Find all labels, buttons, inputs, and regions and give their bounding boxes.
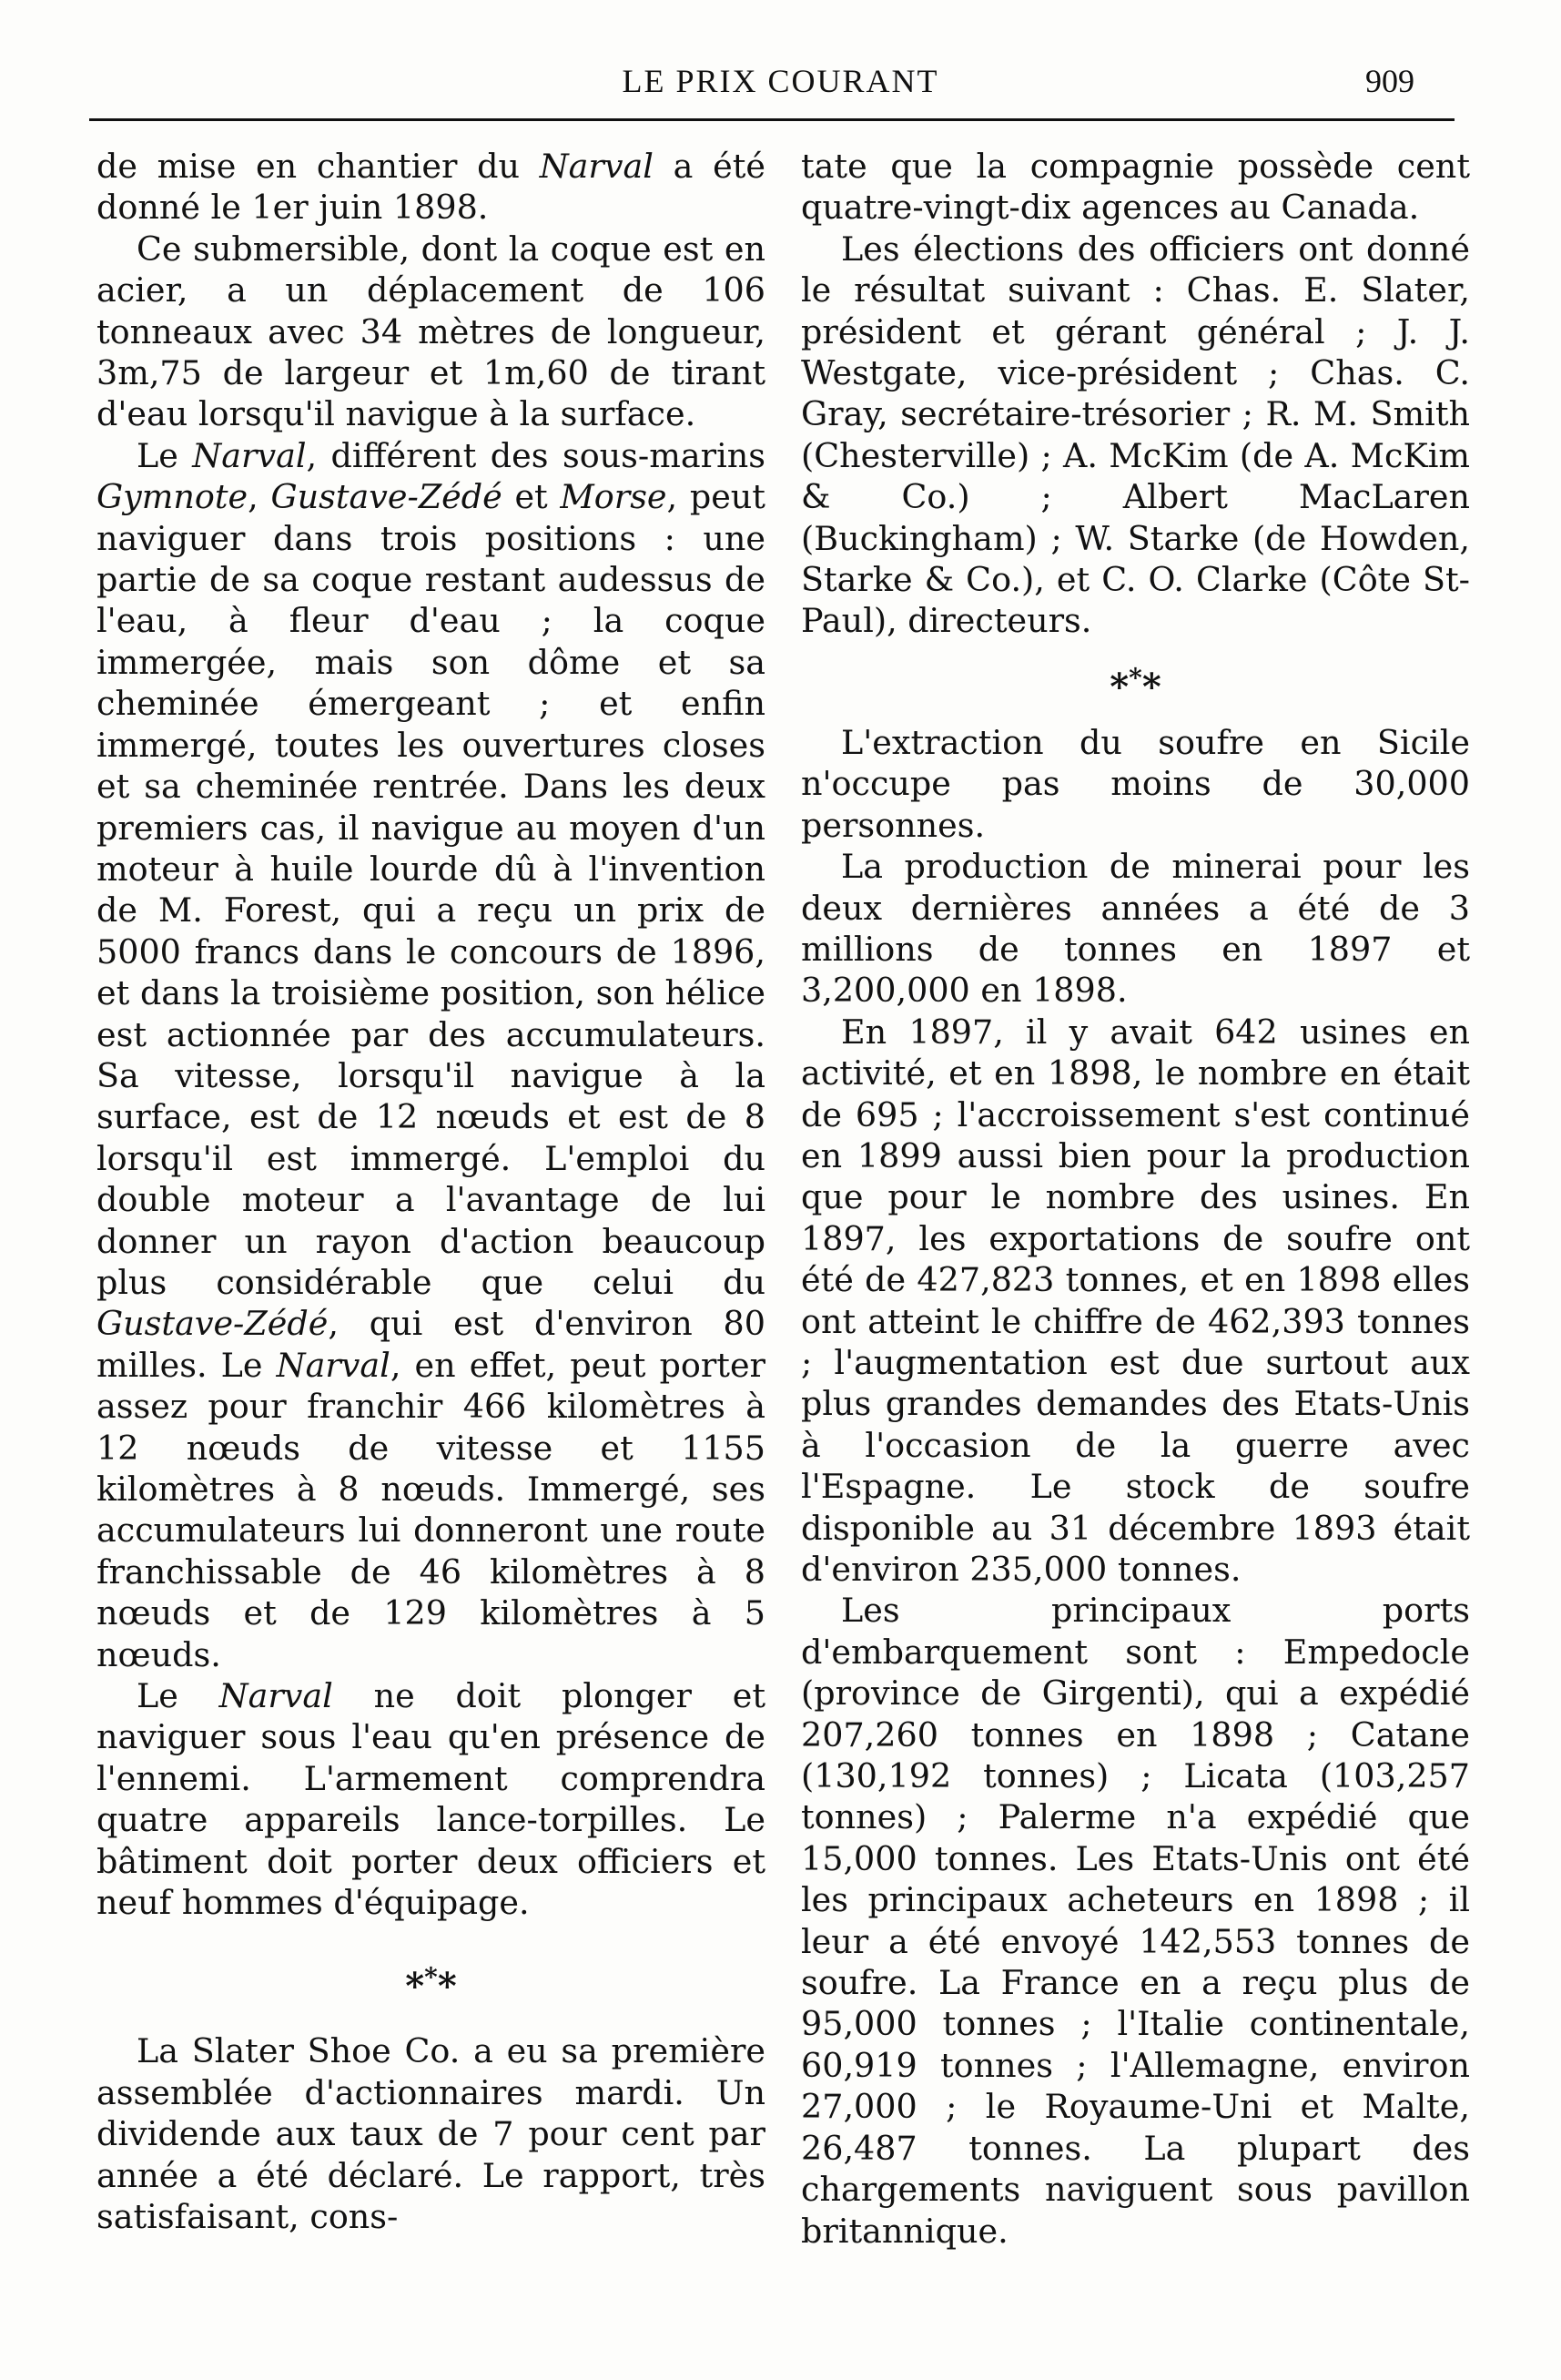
right-paragraph-2: Les élections des officiers ont donné le résultat suivant : Chas. E. Slater, président et gérant général ; J. J. Westgate, vice-président ; Chas. C. Gray, secrétaire-trésorier ; R. M. Smith (Chesterville) ; A. McKim (de A. McKim & Co.) ; Albert MacLaren (Buckingham) ; W. Starke (de Howden, Starke & Co.), et C. O. Clarke (Côte St-Paul), directeurs.	[801, 229, 1470, 641]
right-paragraph-1: tate que la compagnie possède cent quatre-vingt-dix agences au Canada.	[801, 147, 1470, 228]
ship-name: Narval	[276, 1345, 390, 1385]
ship-name: Narval	[218, 1676, 333, 1716]
section-separator: ***	[405, 1962, 457, 2009]
left-paragraph-1: de mise en chantier du Narval a été donné le 1er juin 1898.	[96, 147, 765, 228]
left-paragraph-2: Ce submersible, dont la coque est en acier, a un déplacement de 106 tonneaux avec 34 mètres de longueur, 3m,75 de largeur et 1m,60 de tirant d'eau lorsqu'il navigue à la surface.	[96, 229, 765, 434]
right-paragraph-5: En 1897, il y avait 642 usines en activité, et en 1898, le nombre en était de 695 ; l'accroissement s'est continué en 1899 aussi bien pour la production que pour le nombre des usines. En 1897, les exportations de soufre ont été de 427,823 tonnes, et en 1898 elles ont atteint le chiffre de 462,393 tonnes ; l'augmentation est due surtout aux plus grandes demandes des Etats-Unis à l'occasion de la guerre avec l'Espagne. Le stock de soufre disponible au 31 décembre 1893 était d'environ 235,000 tonnes.	[801, 1012, 1470, 1589]
ship-name: Gymnote	[96, 477, 248, 517]
left-column	[96, 146, 765, 2238]
right-paragraph-3: L'extraction du soufre en Sicile n'occupe pas moins de 30,000 personnes.	[801, 722, 1470, 845]
page-number: 909	[1365, 63, 1414, 99]
ship-name: Gustave-Zédé	[96, 1304, 329, 1344]
right-paragraph-6: Les principaux ports d'embarquement sont : Empedocle (province de Girgenti), qui a expédié 207,260 tonnes en 1898 ; Catane (130,192 tonnes) ; Licata (103,257 tonnes) ; Palerme n'a expédié que 15,000 tonnes. Les Etats-Unis ont été les principaux acheteurs en 1898 ; il leur a été envoyé 142,553 tonnes de soufre. La France en a reçu plus de 95,000 tonnes ; l'Italie continentale, 60,919 tonnes ; l'Allemagne, environ 27,000 ; le Royaume-Uni et Malte, 26,487 tonnes. La plupart des chargements naviguent sous pavillon britannique.	[801, 1591, 1470, 2251]
right-column	[801, 146, 1470, 2252]
running-title: LE PRIX COURANT	[622, 63, 939, 99]
header-rule	[89, 118, 1455, 121]
ship-name: Narval	[192, 435, 307, 475]
right-paragraph-4: La production de minerai pour les deux dernières années a été de 3 millions de tonnes en 1897 et 3,200,000 en 1898.	[801, 847, 1470, 1011]
ship-name: Morse	[560, 477, 667, 517]
ship-name: Narval	[539, 147, 654, 186]
left-paragraph-4: Le Narval ne doit plonger et naviguer sous l'eau qu'en présence de l'ennemi. L'armement comprendra quatre appareils lance-torpilles. Le bâtiment doit porter deux officiers et neuf hommes d'équipage.	[96, 1676, 765, 1923]
left-paragraph-5: La Slater Shoe Co. a eu sa première assemblée d'actionnaires mardi. Un dividende aux taux de 7 pour cent par année a été déclaré. Le rapport, très satisfaisant, cons-	[96, 2031, 765, 2237]
section-separator: ***	[1110, 662, 1161, 708]
left-paragraph-3: Le Narval, différent des sous-marins Gymnote, Gustave-Zédé et Morse, peut naviguer dans trois positions : une partie de sa coque restant audessus de l'eau, à fleur d'eau ; la coque immergée, mais son dôme et sa cheminée émergeant ; et enfin immergé, toutes les ouvertures closes et sa cheminée rentrée. Dans les deux premiers cas, il navigue au moyen d'un moteur à huile lourde dû à l'invention de M. Forest, qui a reçu un prix de 5000 francs dans le concours de 1896, et dans la troisième position, son hélice est actionnée par des accumulateurs. Sa vitesse, lorsqu'il navigue à la surface, est de 12 nœuds et est de 8 lorsqu'il est immergé. L'emploi du double moteur a l'avantage de lui donner un rayon d'action beaucoup plus considérable que celui du Gustave-Zédé, qui est d'environ 80 milles. Le Narval, en effet, peut porter assez pour franchir 466 kilomètres à 12 nœuds de vitesse et 1155 kilomètres à 8 nœuds. Immergé, ses accumulateurs lui donneront une route franchissable de 46 kilomètres à 8 nœuds et de 129 kilomètres à 5 nœuds.	[96, 435, 766, 1674]
ship-name: Gustave-Zédé	[270, 477, 502, 517]
